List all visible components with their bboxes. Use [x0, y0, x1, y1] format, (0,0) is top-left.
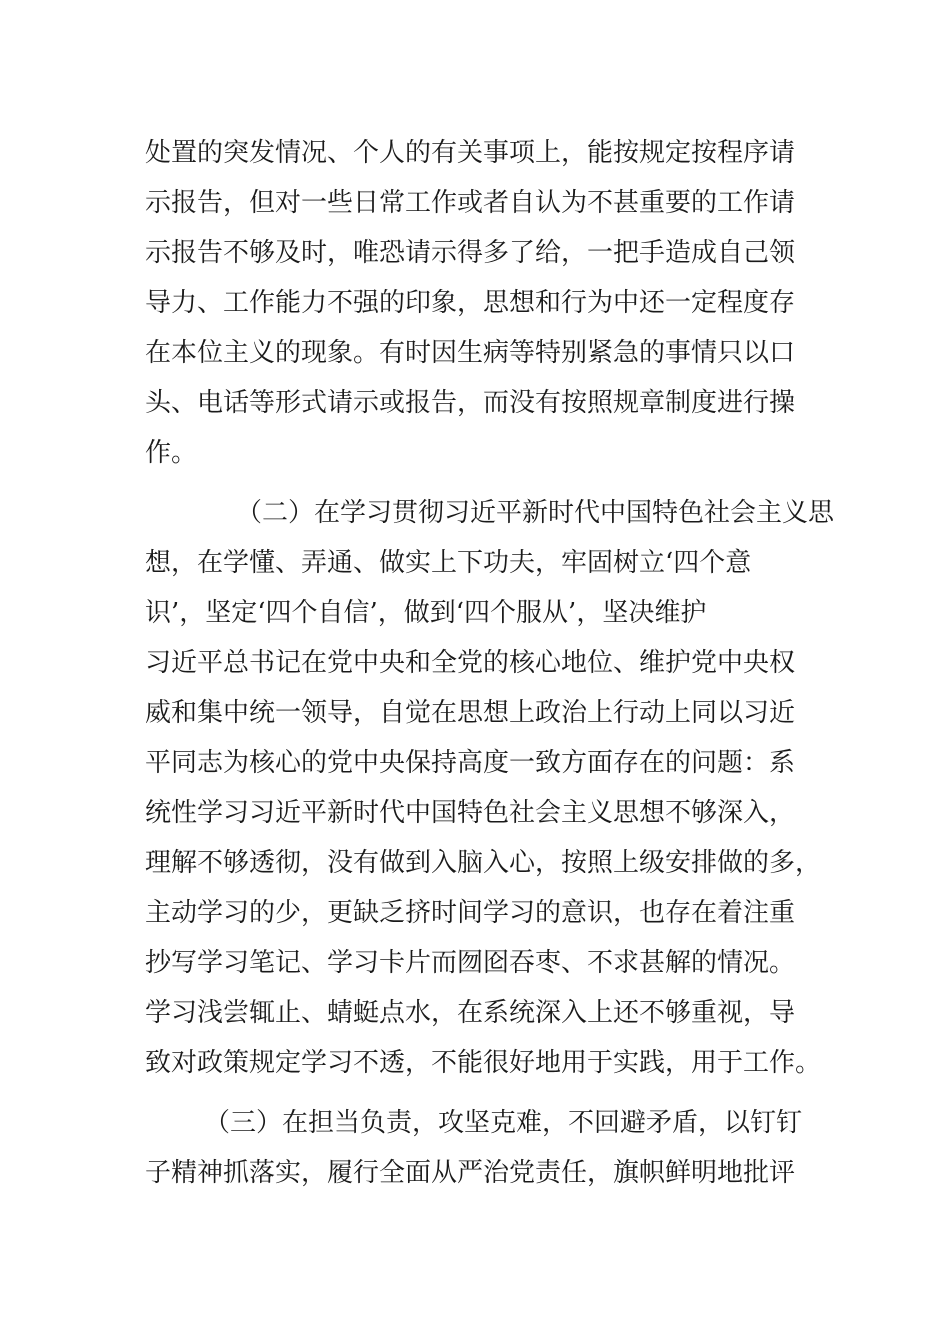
paragraph-line: 理解不够透彻，没有做到入脑入心，按照上级安排做的多， — [145, 848, 822, 878]
paragraph-line: 主动学习的少，更缺乏挤时间学习的意识，也存在着注重 — [145, 898, 796, 928]
paragraph-line: 统性学习习近平新时代中国特色社会主义思想不够深入， — [145, 798, 796, 828]
paragraph-line: 抄写学习笔记、学习卡片而囫囵吞枣、不求甚解的情况。 — [145, 948, 796, 978]
paragraph-line: 在本位主义的现象。有时因生病等特别紧急的事情只以口 — [145, 338, 796, 368]
paragraph-line: 子精神抓落实，履行全面从严治党责任，旗帜鲜明地批评 — [145, 1158, 796, 1188]
paragraph-line: 作。 — [145, 438, 198, 468]
paragraph-line: 威和集中统一领导，自觉在思想上政治上行动上同以习近 — [145, 698, 796, 728]
paragraph-line: 处置的突发情况、个人的有关事项上，能按规定按程序请 — [145, 138, 796, 168]
paragraph-line: 头、电话等形式请示或报告，而没有按照规章制度进行操 — [145, 388, 796, 418]
paragraph-line: 示报告不够及时，唯恐请示得多了给，一把手造成自己领 — [145, 238, 796, 268]
paragraph-line: 导力、工作能力不强的印象，思想和行为中还一定程度存 — [145, 288, 796, 318]
paragraph-line: 示报告，但对一些日常工作或者自认为不甚重要的工作请 — [145, 188, 796, 218]
paragraph-line: 平同志为核心的党中央保持高度一致方面存在的问题：系 — [145, 748, 796, 778]
paragraph-line: （三）在担当负责，攻坚克难，不回避矛盾，以钉钉 — [204, 1108, 803, 1138]
paragraph-line: 识’，坚定‘四个自信’，做到‘四个服从’，坚决维护 — [145, 598, 707, 628]
paragraph-line: （二）在学习贯彻习近平新时代中国特色社会主义思 — [236, 498, 835, 528]
paragraph-line: 想，在学懂、弄通、做实上下功夫，牢固树立‘四个意 — [145, 548, 752, 578]
paragraph-line: 学习浅尝辄止、蜻蜓点水，在系统深入上还不够重视，导 — [145, 998, 796, 1028]
paragraph-line: 致对政策规定学习不透，不能很好地用于实践，用于工作。 — [145, 1048, 822, 1078]
paragraph-line: 习近平总书记在党中央和全党的核心地位、维护党中央权 — [145, 648, 796, 678]
